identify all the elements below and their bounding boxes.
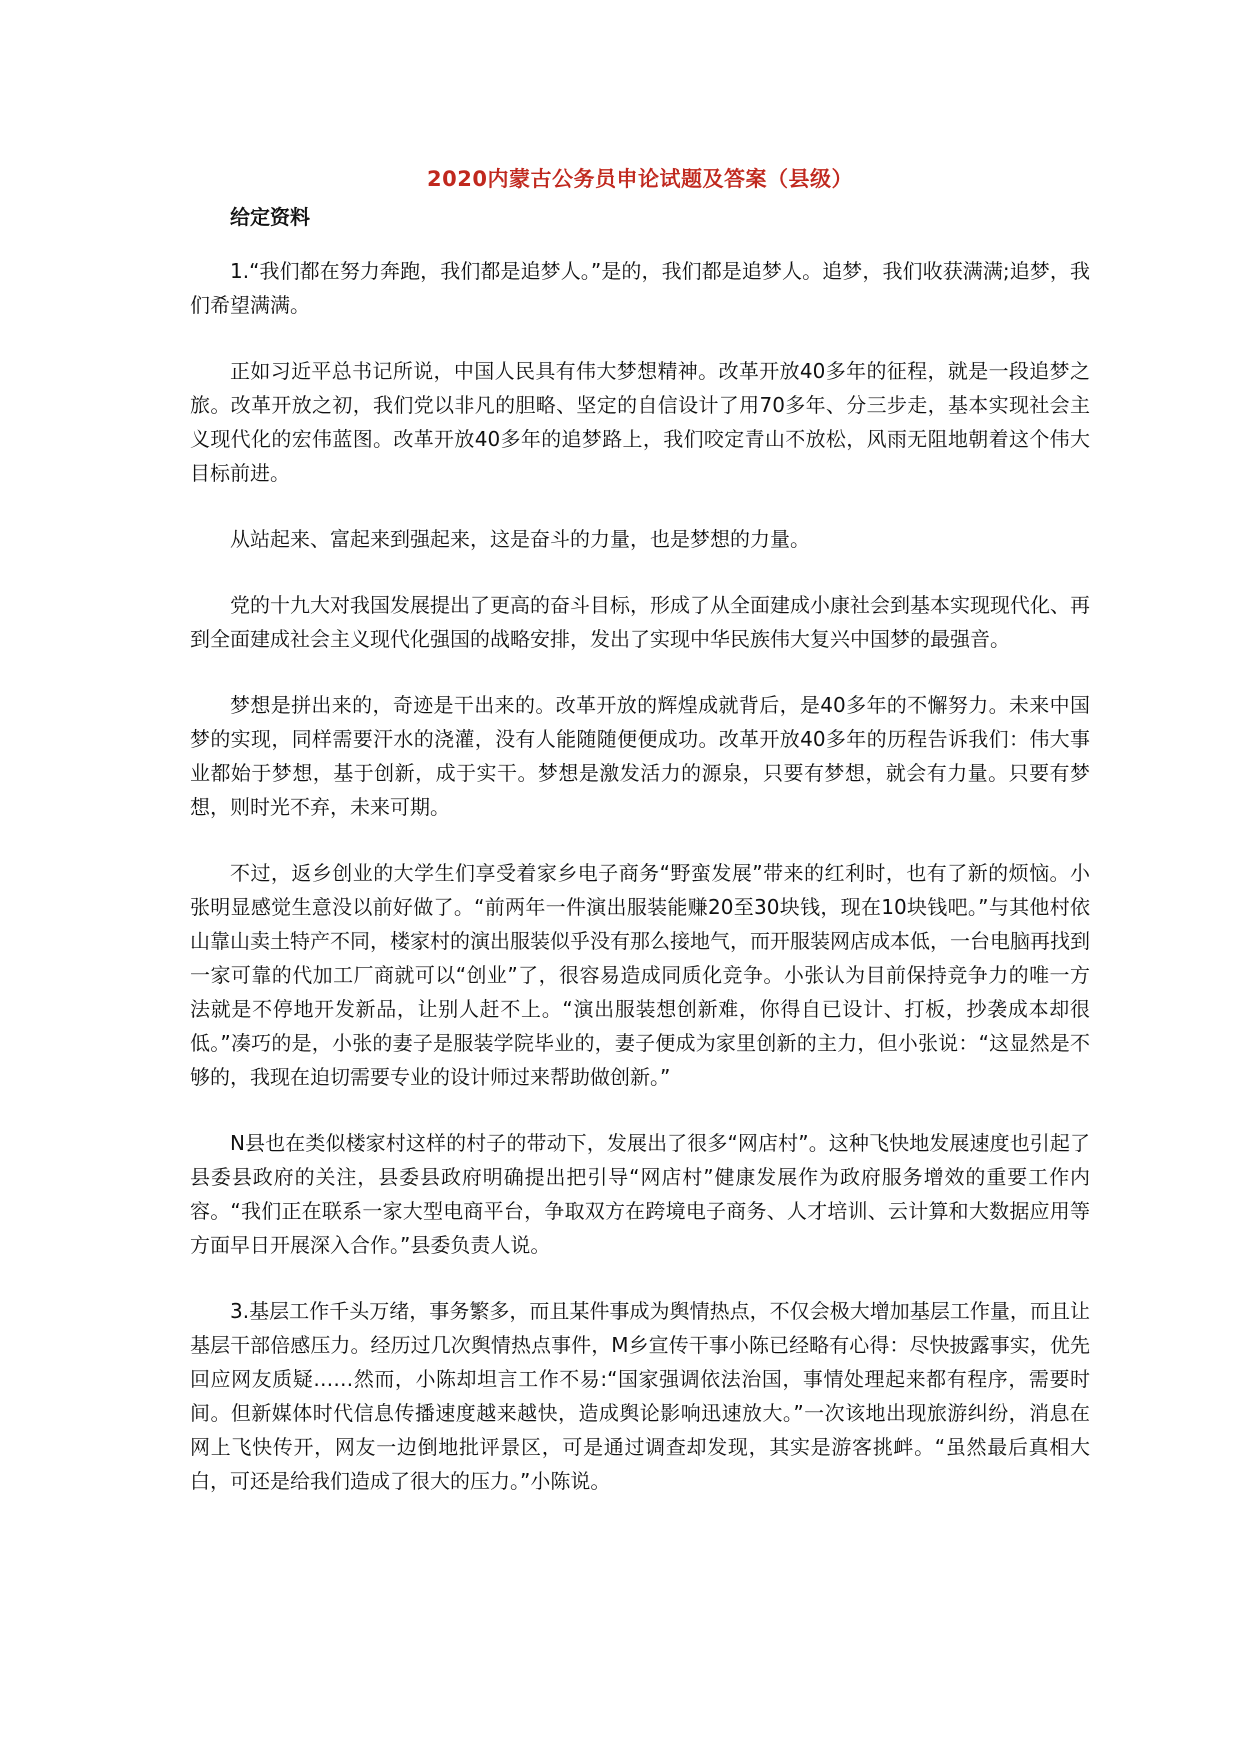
paragraph-4: 党的十九大对我国发展提出了更高的奋斗目标，形成了从全面建成小康社会到基本实现现代化、再到全面建成社会主义现代化强国的战略安排，发出了实现中华民族伟大复兴中国梦的最强音。 [190,593,1090,651]
paragraph-7: N县也在类似楼家村这样的村子的带动下，发展出了很多“网店村”。这种飞快地发展速度也引起了县委县政府的关注，县委县政府明确提出把引导“网店村”健康发展作为政府服务增效的重要工作内容。“我们正在联系一家大型电商平台，争取双方在跨境电子商务、人才培训、云计算和大数据应用等方面早日开展深入合作。”县委负责人说。 [190,1131,1090,1257]
paragraph-3: 从站起来、富起来到强起来，这是奋斗的力量，也是梦想的力量。 [230,527,810,551]
paragraph-6: 不过，返乡创业的大学生们享受着家乡电子商务“野蛮发展”带来的红利时，也有了新的烦恼。小张明显感觉生意没以前好做了。“前两年一件演出服装能赚20至30块钱，现在10块钱吧。”与其他村依山靠山卖土特产不同，楼家村的演出服装似乎没有那么接地气，而开服装网店成本低，一台电脑再找到一家可靠的代加工厂商就可以“创业”了，很容易造成同质化竞争。小张认为目前保持竞争力的唯一方法就是不停地开发新品，让别人赶不上。“演出服装想创新难，你得自已设计、打板，抄袭成本却很低。”凑巧的是，小张的妻子是服装学院毕业的，妻子便成为家里创新的主力，但小张说：“这显然是不够的，我现在迫切需要专业的设计师过来帮助做创新。” [190,861,1090,1089]
section-heading: 给定资料 [230,205,310,229]
paragraph-2: 正如习近平总书记所说，中国人民具有伟大梦想精神。改革开放40多年的征程，就是一段追梦之旅。改革开放之初，我们党以非凡的胆略、坚定的自信设计了用70多年、分三步走，基本实现社会主义现代化的宏伟蓝图。改革开放40多年的追梦路上，我们咬定青山不放松，风雨无阻地朝着这个伟大目标前进。 [190,359,1090,485]
document-title: 2020内蒙古公务员申论试题及答案（县级） [427,167,853,191]
paragraph-1: 1.“我们都在努力奔跑，我们都是追梦人。”是的，我们都是追梦人。追梦，我们收获满满;追梦，我们希望满满。 [190,259,1090,317]
paragraph-5: 梦想是拼出来的，奇迹是干出来的。改革开放的辉煌成就背后，是40多年的不懈努力。未来中国梦的实现，同样需要汗水的浇灌，没有人能随随便便成功。改革开放40多年的历程告诉我们：伟大事业都始于梦想，基于创新，成于实干。梦想是激发活力的源泉，只要有梦想，就会有力量。只要有梦想，则时光不弃，未来可期。 [190,693,1090,819]
document-page [190,164,1090,1530]
paragraph-8: 3.基层工作千头万绪，事务繁多，而且某件事成为舆情热点，不仅会极大增加基层工作量，而且让基层干部倍感压力。经历过几次舆情热点事件，M乡宣传干事小陈已经略有心得：尽快披露事实，优先回应网友质疑……然而，小陈却坦言工作不易:“国家强调依法治国，事情处理起来都有程序，需要时间。但新媒体时代信息传播速度越来越快，造成舆论影响迅速放大。”一次该地出现旅游纠纷，消息在网上飞快传开，网友一边倒地批评景区，可是通过调查却发现，其实是游客挑衅。“虽然最后真相大白，可还是给我们造成了很大的压力。”小陈说。 [190,1299,1090,1493]
